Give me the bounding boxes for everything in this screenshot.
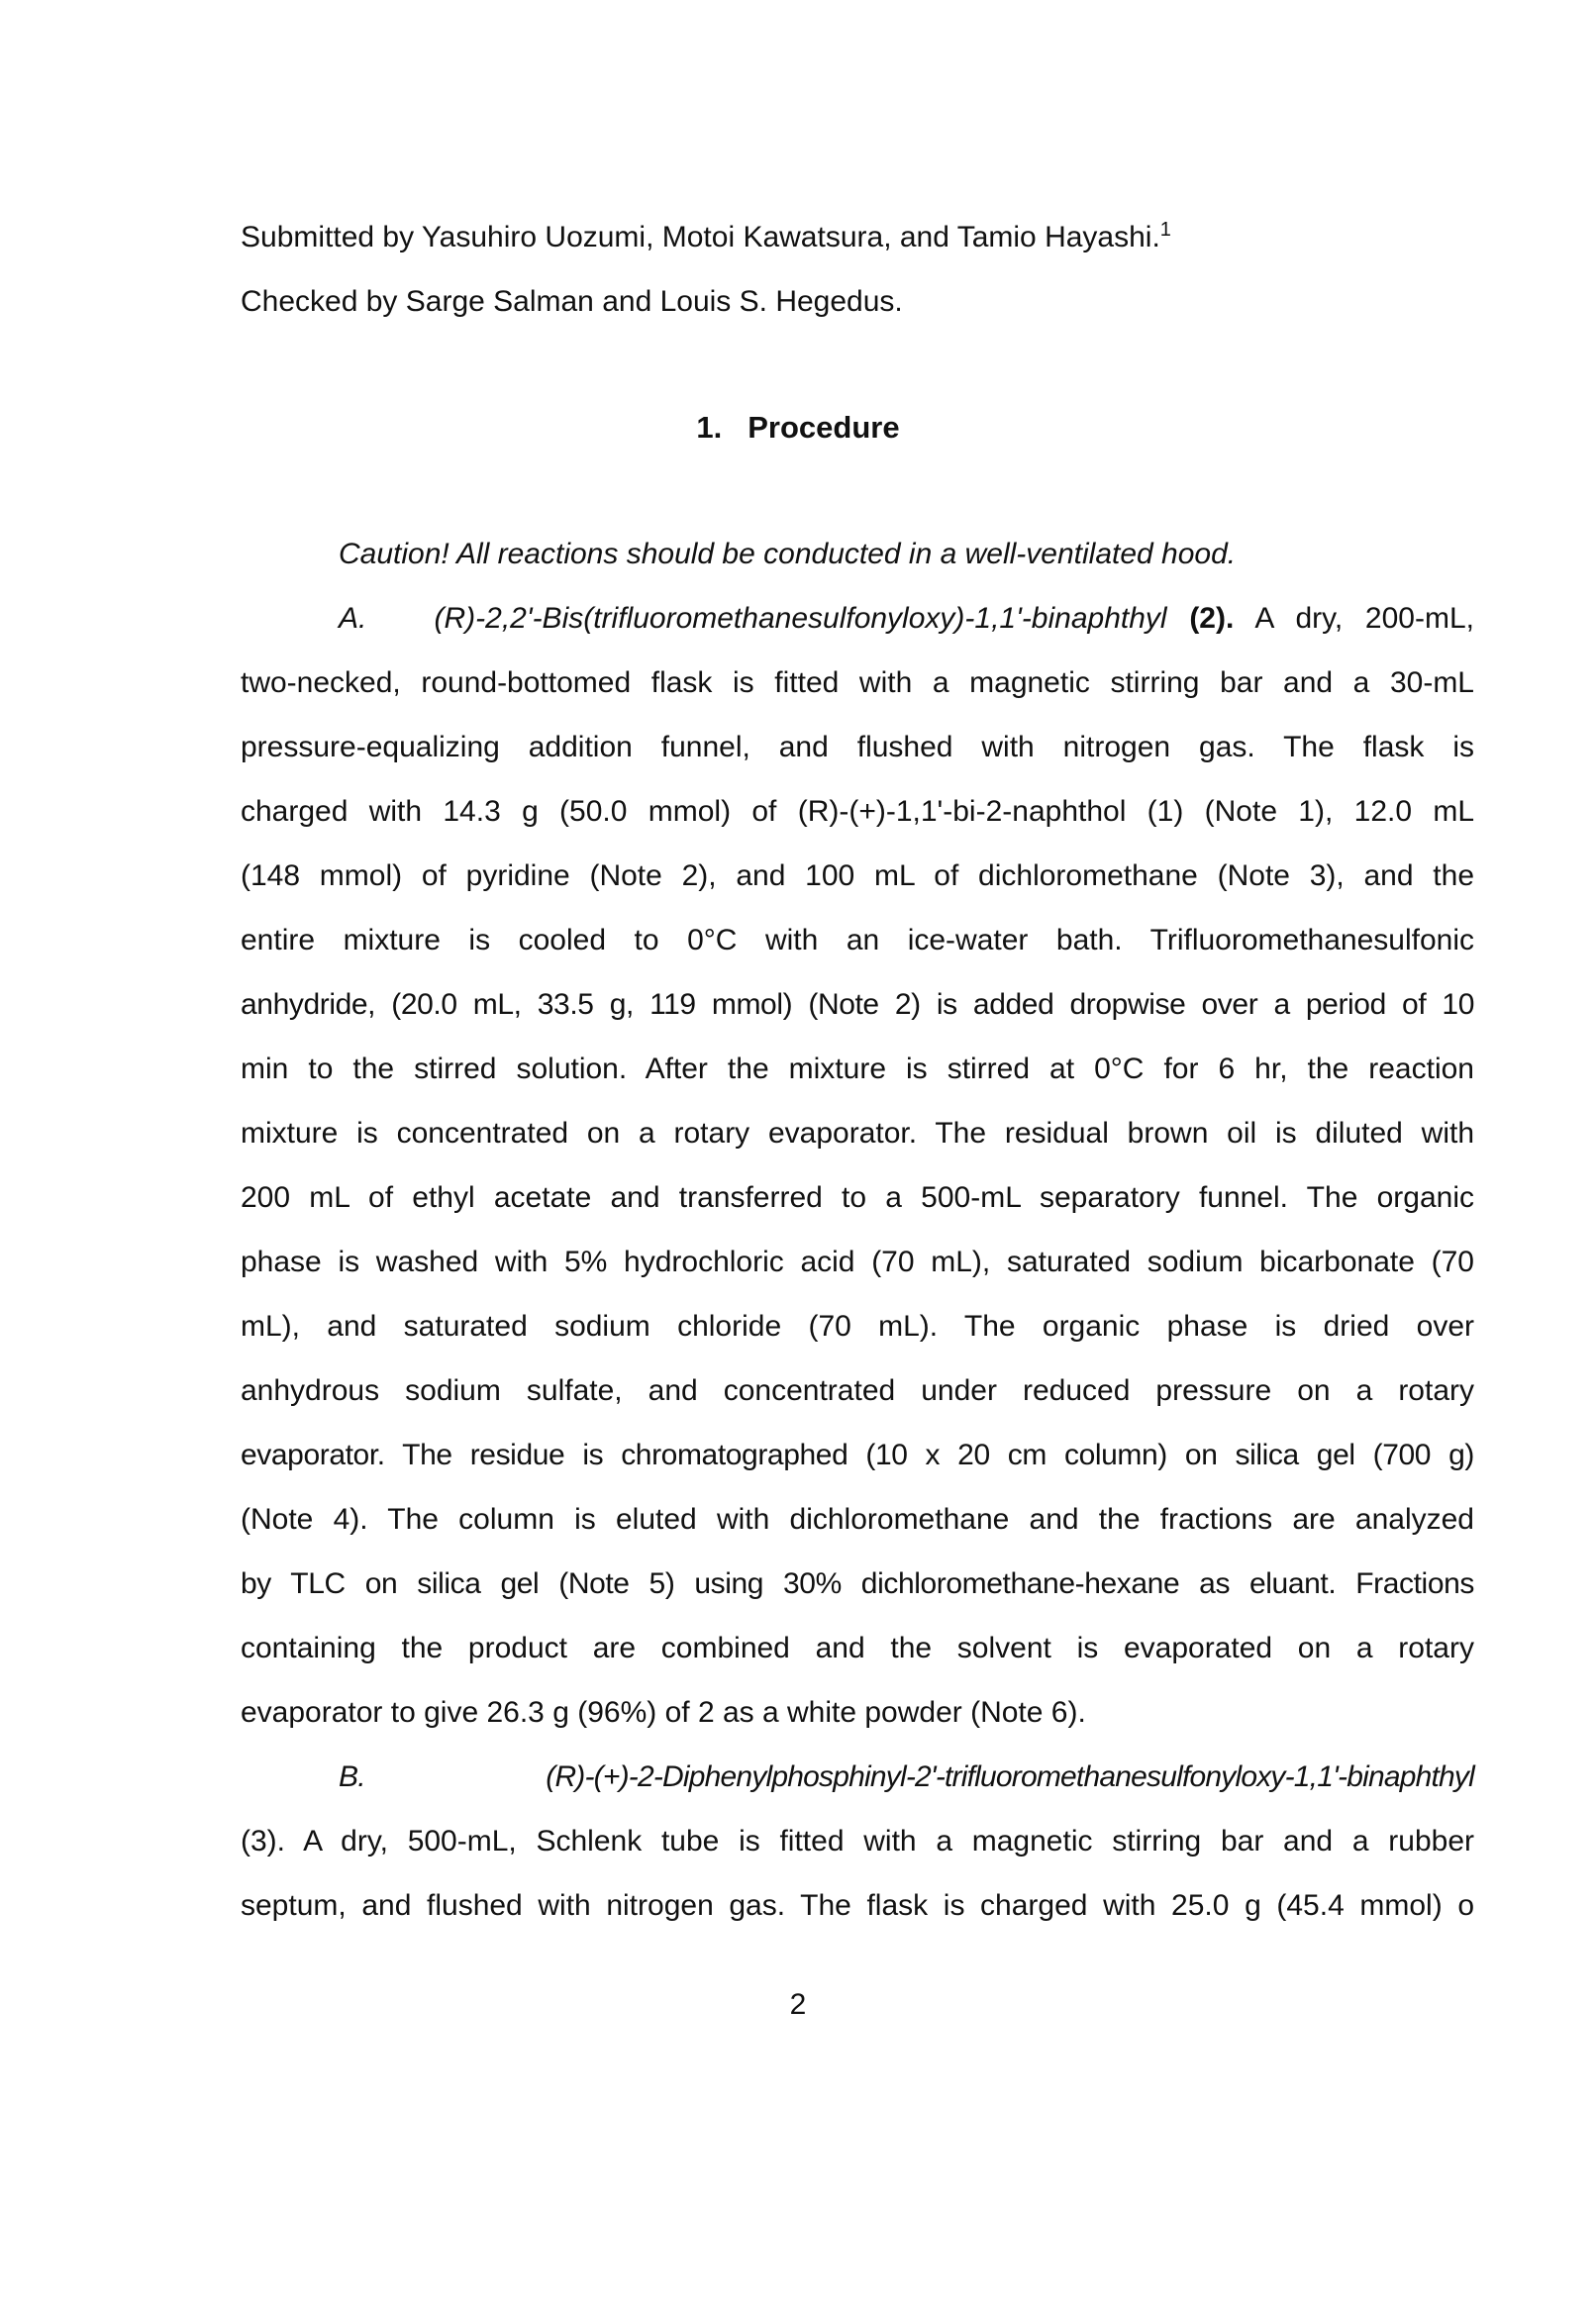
paragraph-line: (3). A dry, 500-mL, Schlenk tube is fitted with a magnetic stirring bar and a rubber xyxy=(241,1825,1474,1857)
checked-by-line: Checked by Sarge Salman and Louis S. Hegedus. xyxy=(241,285,903,318)
paragraph-line: phase is washed with 5% hydrochloric acid (70 mL), saturated sodium bicarbonate (70 xyxy=(241,1246,1474,1278)
part-b-first-line xyxy=(339,1757,1474,1797)
paragraph-line: 200 mL of ethyl acetate and transferred to a 500-mL separatory funnel. The organic xyxy=(241,1181,1474,1214)
part-a-label: A. xyxy=(339,602,367,635)
paragraph-line: evaporator. The residue is chromatographed (10 x 20 cm column) on silica gel (700 g) xyxy=(241,1439,1474,1471)
page-number: 2 xyxy=(789,1988,807,2021)
paragraph-line: septum, and flushed with nitrogen gas. The flask is charged with 25.0 g (45.4 mmol) o xyxy=(241,1889,1474,1922)
paragraph-line: pressure-equalizing addition funnel, and flushed with nitrogen gas. The flask is xyxy=(241,731,1474,763)
part-b-label: B. xyxy=(339,1760,365,1793)
paragraph-line: entire mixture is cooled to 0°C with an ice-water bath. Trifluoromethanesulfonic xyxy=(241,924,1474,956)
section-title: Procedure xyxy=(748,410,900,445)
part-a-compound-number: (2). xyxy=(1189,602,1235,635)
paragraph-line: two-necked, round-bottomed flask is fitted with a magnetic stirring bar and a 30-mL xyxy=(241,666,1474,699)
paragraph-line: by TLC on silica gel (Note 5) using 30% dichloromethane-hexane as eluant. Fractions xyxy=(241,1567,1474,1600)
paragraph-line: (Note 4). The column is eluted with dichloromethane and the fractions are analyzed xyxy=(241,1503,1474,1536)
submitted-by-text: Submitted by Yasuhiro Uozumi, Motoi Kawatsura, and Tamio Hayashi. xyxy=(241,221,1160,253)
part-b-compound-title: (R)-(+)-2-Diphenylphosphinyl-2'-trifluoromethanesulfonyloxy-1,1'-binaphthyl xyxy=(546,1760,1474,1793)
paragraph-line: containing the product are combined and the solvent is evaporated on a rotary xyxy=(241,1632,1474,1664)
part-a-first-line xyxy=(339,599,1474,639)
paragraph-line: min to the stirred solution. After the mixture is stirred at 0°C for 6 hr, the reaction xyxy=(241,1053,1474,1085)
paragraph-line: anhydride, (20.0 mL, 33.5 g, 119 mmol) (Note 2) is added dropwise over a period of 10 xyxy=(241,988,1474,1021)
part-a-compound-title: (R)-2,2'-Bis(trifluoromethanesulfonyloxy)-1,1'-binaphthyl xyxy=(434,602,1167,635)
section-number: 1. xyxy=(696,410,723,445)
paragraph-line: mL), and saturated sodium chloride (70 mL). The organic phase is dried over xyxy=(241,1310,1474,1343)
paragraph-line: charged with 14.3 g (50.0 mmol) of (R)-(+)-1,1'-bi-2-naphthol (1) (Note 1), 12.0 mL xyxy=(241,795,1474,828)
paragraph-line: (148 mmol) of pyridine (Note 2), and 100 mL of dichloromethane (Note 3), and the xyxy=(241,859,1474,892)
paragraph-line: mixture is concentrated on a rotary evaporator. The residual brown oil is diluted with xyxy=(241,1117,1474,1150)
part-a-first-line-rest: A dry, 200-mL, xyxy=(1254,602,1474,635)
caution-note: Caution! All reactions should be conducted in a well-ventilated hood. xyxy=(339,538,1237,570)
paragraph-line: evaporator to give 26.3 g (96%) of 2 as a white powder (Note 6). xyxy=(241,1696,1086,1729)
section-heading xyxy=(0,408,1596,448)
submitted-by-line xyxy=(241,218,1171,257)
footnote-ref: 1 xyxy=(1159,219,1171,241)
paragraph-line: anhydrous sodium sulfate, and concentrated under reduced pressure on a rotary xyxy=(241,1374,1474,1407)
